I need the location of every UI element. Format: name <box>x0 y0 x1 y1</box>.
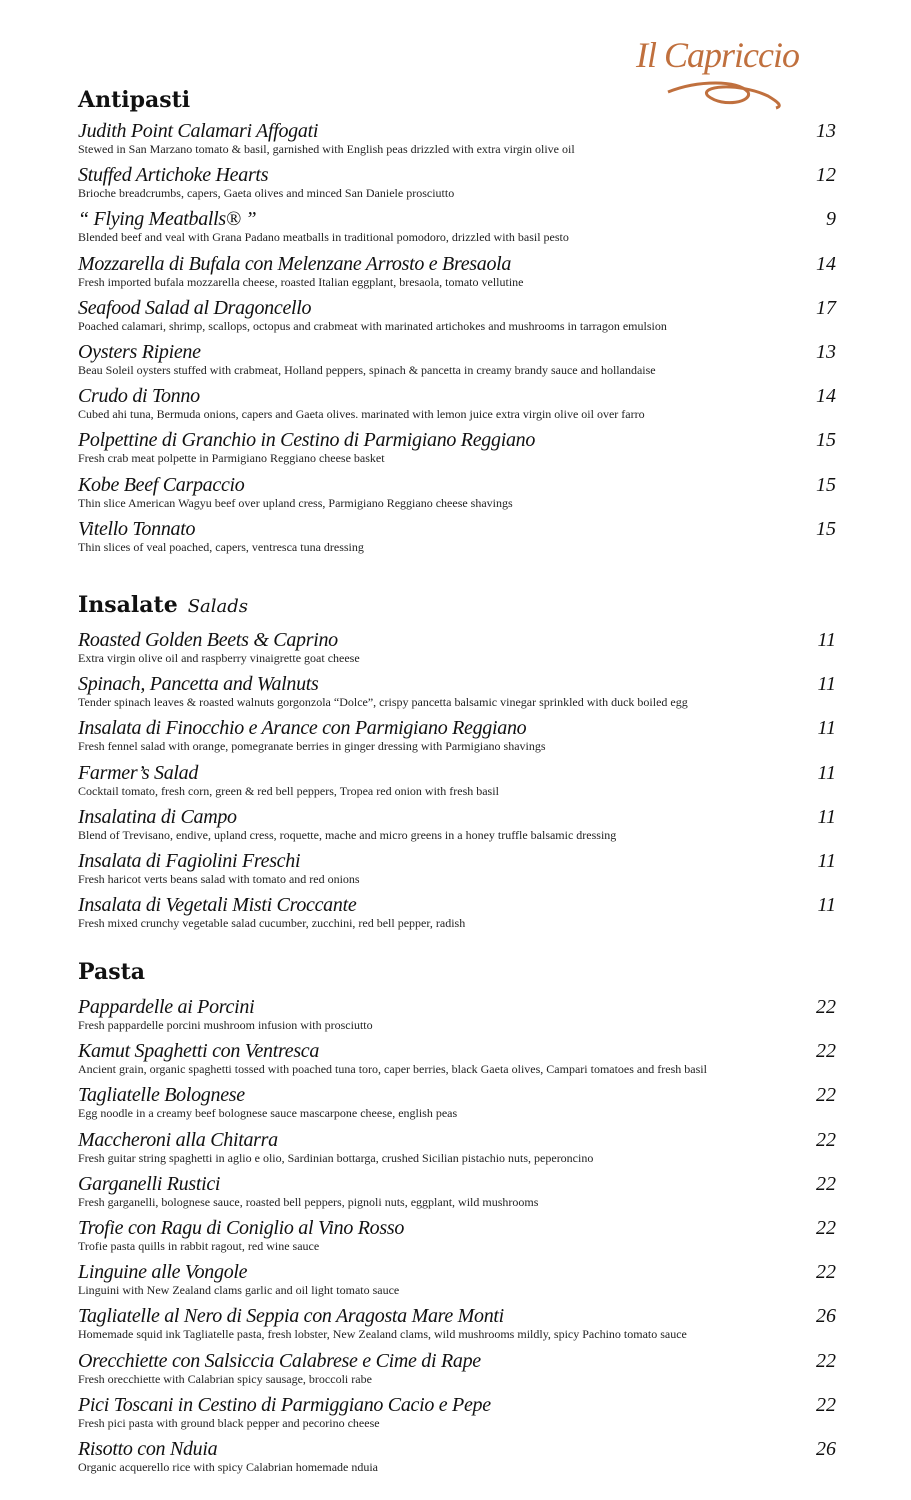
item-price: 22 <box>816 1349 836 1372</box>
menu-item <box>78 1350 838 1394</box>
menu-item <box>78 762 838 806</box>
item-price: 11 <box>817 761 836 784</box>
item-description: Fresh mixed crunchy vegetable salad cucumber, zucchini, red bell pepper, radish <box>78 916 466 931</box>
item-name: Mozzarella di Bufala con Melenzane Arrosto e Bresaola <box>78 252 512 275</box>
item-description: Cocktail tomato, fresh corn, green & red bell peppers, Tropea red onion with fresh basil <box>78 783 499 798</box>
item-name: Orecchiette con Salsiccia Calabrese e Cime di Rape <box>78 1349 481 1372</box>
item-description: Fresh garganelli, bolognese sauce, roasted bell peppers, pignoli nuts, eggplant, wild mushrooms <box>78 1194 539 1209</box>
menu-item <box>78 894 838 938</box>
item-description: Fresh orecchiette with Calabrian spicy sausage, broccoli rabe <box>78 1371 372 1386</box>
item-description: Beau Soleil oysters stuffed with crabmeat, Holland peppers, spinach & pancetta in creamy brandy sauce and hollandaise <box>78 362 656 377</box>
item-name: Insalata di Fagiolini Freschi <box>78 849 301 872</box>
menu-item <box>78 518 838 562</box>
item-price: 11 <box>817 673 836 696</box>
menu-item <box>78 1261 838 1305</box>
item-description: Brioche breadcrumbs, capers, Gaeta olives and minced San Daniele prosciutto <box>78 186 455 201</box>
item-description: Tender spinach leaves & roasted walnuts gorgonzola “Dolce”, crispy pancetta balsamic vinegar sprinkled with duck boiled egg <box>78 695 688 710</box>
item-price: 22 <box>816 1128 836 1151</box>
item-name: Maccheroni alla Chitarra <box>78 1128 278 1151</box>
section-subtitle: Salads <box>187 596 249 617</box>
item-description: Stewed in San Marzano tomato & basil, garnished with English peas drizzled with extra virgin olive oil <box>78 142 575 156</box>
item-name: Seafood Salad al Dragoncello <box>78 296 312 319</box>
item-description: Blend of Trevisano, endive, upland cress, roquette, mache and micro greens in a honey truffle balsamic dressing <box>78 827 617 842</box>
item-price: 22 <box>816 1084 836 1107</box>
menu-item <box>78 1394 838 1438</box>
section-heading: Pasta <box>78 959 146 985</box>
item-price: 22 <box>816 1216 836 1239</box>
item-price: 14 <box>816 252 836 275</box>
item-name: Oysters Ripiene <box>78 340 201 363</box>
item-description: Poached calamari, shrimp, scallops, octopus and crabmeat with marinated artichokes and mushrooms in tarragon emulsion <box>78 318 667 333</box>
menu-item <box>78 1217 838 1261</box>
item-name: Insalata di Finocchio e Arance con Parmigiano Reggiano <box>78 717 527 740</box>
menu-item <box>78 253 838 297</box>
menu-item <box>78 1438 838 1482</box>
item-name: Spinach, Pancetta and Walnuts <box>78 673 319 696</box>
item-price: 9 <box>826 208 836 231</box>
item-description: Extra virgin olive oil and raspberry vinaigrette goat cheese <box>78 651 360 665</box>
item-name: Tagliatelle al Nero di Seppia con Aragosta Mare Monti <box>78 1305 504 1328</box>
item-description: Thin slices of veal poached, capers, ventresca tuna dressing <box>78 539 364 554</box>
menu-item <box>78 806 838 850</box>
item-name: “ Flying Meatballs® ” <box>78 208 257 231</box>
item-name: Vitello Tonnato <box>78 517 196 540</box>
item-price: 12 <box>816 164 836 187</box>
item-name: Linguine alle Vongole <box>78 1261 248 1284</box>
item-description: Fresh imported bufala mozzarella cheese, roasted Italian eggplant, bresaola, tomato vellutine <box>78 274 524 289</box>
item-description: Fresh pici pasta with ground black pepper and pecorino cheese <box>78 1415 380 1430</box>
item-name: Tagliatelle Bolognese <box>78 1084 245 1107</box>
item-name: Crudo di Tonno <box>78 385 200 408</box>
item-description: Trofie pasta quills in rabbit ragout, red wine sauce <box>78 1238 320 1253</box>
item-price: 15 <box>816 517 836 540</box>
item-price: 13 <box>816 120 836 142</box>
item-name: Pappardelle ai Porcini <box>78 996 255 1018</box>
section-heading: Antipasti <box>78 87 191 113</box>
item-price: 13 <box>816 340 836 363</box>
menu-item <box>78 385 838 429</box>
item-description: Fresh pappardelle porcini mushroom infusion with prosciutto <box>78 1018 373 1032</box>
item-name: Roasted Golden Beets & Caprino <box>78 629 338 651</box>
item-price: 11 <box>817 717 836 740</box>
item-description: Egg noodle in a creamy beef bolognese sauce mascarpone cheese, english peas <box>78 1106 458 1121</box>
item-description: Blended beef and veal with Grana Padano meatballs in traditional pomodoro, drizzled with basil pesto <box>78 230 569 245</box>
item-description: Cubed ahi tuna, Bermuda onions, capers and Gaeta olives. marinated with lemon juice extra virgin olive oil over farro <box>78 407 645 422</box>
item-name: Insalata di Vegetali Misti Croccante <box>78 894 357 917</box>
section-title <box>78 591 838 625</box>
item-name: Polpettine di Granchio in Cestino di Parmigiano Reggiano <box>78 429 536 452</box>
menu-item <box>78 120 838 164</box>
item-price: 11 <box>817 894 836 917</box>
menu-item <box>78 164 838 208</box>
item-name: Garganelli Rustici <box>78 1172 221 1195</box>
section-antipasti <box>78 86 838 562</box>
item-name: Farmer’s Salad <box>78 761 199 784</box>
item-price: 11 <box>817 805 836 828</box>
menu-item <box>78 474 838 518</box>
item-price: 22 <box>816 1172 836 1195</box>
item-description: Fresh fennel salad with orange, pomegranate berries in ginger dressing with Parmigiano shavings <box>78 739 546 754</box>
item-price: 22 <box>816 1393 836 1416</box>
item-price: 22 <box>816 996 836 1018</box>
item-name: Insalatina di Campo <box>78 805 237 828</box>
item-price: 22 <box>816 1261 836 1284</box>
menu-item <box>78 1173 838 1217</box>
item-description: Thin slice American Wagyu beef over upland cress, Parmigiano Reggiano cheese shavings <box>78 495 513 510</box>
item-name: Judith Point Calamari Affogati <box>78 120 319 142</box>
item-description: Linguini with New Zealand clams garlic and oil light tomato sauce <box>78 1283 400 1298</box>
menu-item <box>78 850 838 894</box>
item-name: Stuffed Artichoke Hearts <box>78 164 269 187</box>
item-price: 14 <box>816 385 836 408</box>
item-description: Fresh crab meat polpette in Parmigiano Reggiano cheese basket <box>78 451 385 466</box>
item-price: 26 <box>816 1437 836 1460</box>
section-title <box>78 958 838 992</box>
item-price: 11 <box>817 849 836 872</box>
section-heading: Insalate <box>78 592 178 618</box>
menu-item <box>78 1305 838 1349</box>
logo-text: Il Capriccio <box>636 35 799 75</box>
item-description: Homemade squid ink Tagliatelle pasta, fresh lobster, New Zealand clams, wild mushrooms mildly, spicy Pachino tomato sauce <box>78 1327 687 1342</box>
menu-item <box>78 208 838 252</box>
item-name: Kobe Beef Carpaccio <box>78 473 245 496</box>
item-price: 15 <box>816 429 836 452</box>
section-pasta <box>78 958 838 1482</box>
menu-item <box>78 717 838 761</box>
section-insalate <box>78 591 838 938</box>
menu-item <box>78 996 838 1040</box>
menu-item <box>78 297 838 341</box>
item-description: Ancient grain, organic spaghetti tossed with poached tuna toro, caper berries, black Gaeta olives, Campari tomatoes and fresh basil <box>78 1062 707 1077</box>
item-name: Pici Toscani in Cestino di Parmiggiano Cacio e Pepe <box>78 1393 491 1416</box>
menu-item <box>78 673 838 717</box>
section-title <box>78 86 838 120</box>
menu-item <box>78 1084 838 1128</box>
menu-item <box>78 1129 838 1173</box>
item-price: 26 <box>816 1305 836 1328</box>
item-description: Fresh haricot verts beans salad with tomato and red onions <box>78 871 360 886</box>
item-description: Organic acquerello rice with spicy Calabrian homemade nduia <box>78 1459 378 1474</box>
item-name: Risotto con Nduia <box>78 1437 218 1460</box>
item-price: 11 <box>817 629 836 651</box>
item-price: 17 <box>816 296 836 319</box>
menu-item <box>78 429 838 473</box>
menu-item <box>78 341 838 385</box>
item-description: Fresh guitar string spaghetti in aglio e olio, Sardinian bottarga, crushed Sicilian pistachio nuts, peperoncino <box>78 1150 594 1165</box>
item-price: 15 <box>816 473 836 496</box>
item-name: Kamut Spaghetti con Ventresca <box>78 1040 320 1063</box>
item-name: Trofie con Ragu di Coniglio al Vino Rosso <box>78 1216 405 1239</box>
menu-item <box>78 629 838 673</box>
menu-item <box>78 1040 838 1084</box>
item-price: 22 <box>816 1040 836 1063</box>
